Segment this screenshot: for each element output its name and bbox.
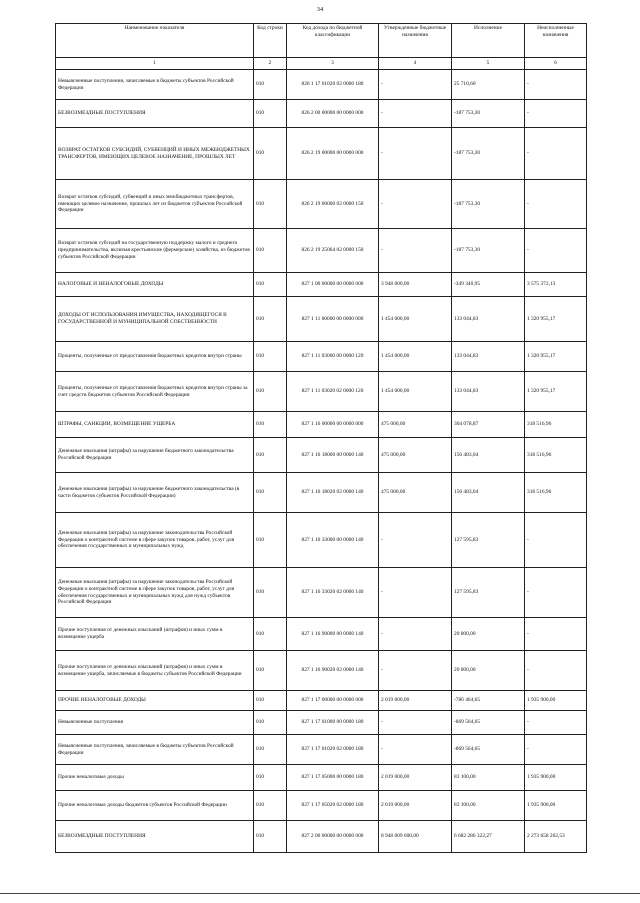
header-classification-code: Код дохода по бюджетной классификации (287, 24, 379, 58)
table-row (56, 70, 587, 100)
indicator-name: ПРОЧИЕ НЕНАЛОГОВЫЕ ДОХОДЫ (56, 691, 254, 711)
indicator-name: Прочие поступления от денежных взысканий (штрафов) и иных сумм в возмещение ущерба, зачисляемые в бюджеты субъектов Российской Федерации (56, 651, 254, 691)
table-row (56, 438, 587, 473)
row-code: 010 (254, 821, 287, 853)
table-row (56, 821, 587, 853)
row-code: 010 (254, 180, 287, 229)
unexecuted-value: 3 575 372,13 (525, 273, 587, 297)
executed-value: 133 044,83 (452, 372, 525, 412)
classification-code: 827 1 16 18000 00 0000 140 (287, 438, 379, 473)
header-executed: Исполнение (452, 24, 525, 58)
approved-value: 1 454 000,00 (379, 372, 452, 412)
executed-value: -869 564,65 (452, 711, 525, 735)
classification-code: 827 1 11 00000 00 0000 000 (287, 297, 379, 342)
row-code: 010 (254, 342, 287, 372)
approved-value: 3 948 000,00 (379, 273, 452, 297)
unexecuted-value: - (525, 128, 587, 180)
classification-code: 827 1 00 00000 00 0000 000 (287, 273, 379, 297)
row-code: 010 (254, 568, 287, 618)
executed-value: 83 100,00 (452, 791, 525, 821)
classification-code: 827 1 11 03000 00 0000 120 (287, 342, 379, 372)
header-row (56, 24, 587, 58)
classification-code: 827 1 16 33020 02 0000 140 (287, 568, 379, 618)
classification-code: 826 2 00 00000 00 0000 000 (287, 100, 379, 128)
classification-code: 827 1 17 01020 02 0000 180 (287, 735, 379, 765)
table-row (56, 791, 587, 821)
unexecuted-value: 318 516,96 (525, 473, 587, 513)
unexecuted-value: 318 516,96 (525, 412, 587, 438)
classification-code: 827 1 17 05000 00 0000 180 (287, 765, 379, 791)
approved-value: 8 948 009 600,00 (379, 821, 452, 853)
classification-code: 827 1 17 05020 02 0000 180 (287, 791, 379, 821)
row-code: 010 (254, 128, 287, 180)
row-code: 010 (254, 412, 287, 438)
row-code: 010 (254, 70, 287, 100)
approved-value: - (379, 70, 452, 100)
approved-value: 475 000,00 (379, 412, 452, 438)
row-code: 010 (254, 297, 287, 342)
executed-value: -187 753,30 (452, 128, 525, 180)
indicator-name: Денежные взыскания (штрафы) за нарушение законодательства Российской Федерации о контрактной системе в сфере закупок товаров, работ, услуг для обеспечения государственных и муниципальных нужд для нужд субъектов Российской Федерации (56, 568, 254, 618)
executed-value: 133 044,83 (452, 297, 525, 342)
indicator-name: ШТРАФЫ, САНКЦИИ, ВОЗМЕЩЕНИЕ УЩЕРБА (56, 412, 254, 438)
classification-code: 827 1 17 00000 00 0000 000 (287, 691, 379, 711)
row-code: 010 (254, 229, 287, 273)
table-row (56, 651, 587, 691)
classification-code: 827 1 16 90000 00 0000 140 (287, 618, 379, 651)
table-row (56, 765, 587, 791)
row-code: 010 (254, 691, 287, 711)
column-number: 6 (525, 58, 587, 70)
table-row (56, 128, 587, 180)
indicator-name: Невыясненные поступления (56, 711, 254, 735)
executed-value: 304 078,87 (452, 412, 525, 438)
approved-value: 1 454 000,00 (379, 297, 452, 342)
executed-value: -869 564,65 (452, 735, 525, 765)
row-code: 010 (254, 791, 287, 821)
row-code: 010 (254, 651, 287, 691)
executed-value: 83 100,00 (452, 765, 525, 791)
classification-code: 826 2 19 00000 00 0000 000 (287, 128, 379, 180)
executed-value: 20 000,00 (452, 618, 525, 651)
executed-value: -187 753,30 (452, 100, 525, 128)
executed-value: -187 753,30 (452, 229, 525, 273)
header-unexecuted: Неисполненные назначения (525, 24, 587, 58)
indicator-name: Невыясненные поступления, зачисляемые в бюджеты субъектов Российской Федерации (56, 735, 254, 765)
executed-value: 156 483,04 (452, 473, 525, 513)
row-code: 010 (254, 372, 287, 412)
approved-value: - (379, 618, 452, 651)
table-row (56, 372, 587, 412)
header-row-code: Код строки (254, 24, 287, 58)
header-approved: Утвержденные бюджетные назначения (379, 24, 452, 58)
unexecuted-value: 318 516,96 (525, 438, 587, 473)
classification-code: 826 2 19 25064 02 0000 150 (287, 229, 379, 273)
executed-value: 133 044,83 (452, 342, 525, 372)
row-code: 010 (254, 100, 287, 128)
unexecuted-value: 1 320 955,17 (525, 297, 587, 342)
approved-value: 1 454 000,00 (379, 342, 452, 372)
classification-code: 827 1 16 33000 00 0000 140 (287, 513, 379, 568)
row-code: 010 (254, 618, 287, 651)
unexecuted-value: - (525, 229, 587, 273)
table-row (56, 100, 587, 128)
approved-value: - (379, 180, 452, 229)
table-row (56, 273, 587, 297)
indicator-name: БЕЗВОЗМЕЗДНЫЕ ПОСТУПЛЕНИЯ (56, 100, 254, 128)
executed-value: 127 595,83 (452, 568, 525, 618)
table-row (56, 691, 587, 711)
income-report-table (55, 23, 587, 853)
unexecuted-value: - (525, 618, 587, 651)
executed-value: 25 710,60 (452, 70, 525, 100)
approved-value: - (379, 735, 452, 765)
executed-value: 156 483,04 (452, 438, 525, 473)
unexecuted-value: - (525, 513, 587, 568)
header-indicator-name: Наименование показателя (56, 24, 254, 58)
column-number: 4 (379, 58, 452, 70)
indicator-name: Проценты, полученные от предоставления бюджетных кредитов внутри страны за счет средств бюджетов субъектов Российской Федерации (56, 372, 254, 412)
table-row (56, 618, 587, 651)
column-number: 2 (254, 58, 287, 70)
executed-value: -187 753,30 (452, 180, 525, 229)
unexecuted-value: 1 320 955,17 (525, 372, 587, 412)
table-row (56, 473, 587, 513)
unexecuted-value: - (525, 100, 587, 128)
approved-value: - (379, 711, 452, 735)
executed-value: 20 000,00 (452, 651, 525, 691)
row-code: 010 (254, 735, 287, 765)
table-row (56, 180, 587, 229)
row-code: 010 (254, 765, 287, 791)
indicator-name: ДОХОДЫ ОТ ИСПОЛЬЗОВАНИЯ ИМУЩЕСТВА, НАХОДЯЩЕГОСЯ В ГОСУДАРСТВЕННОЙ И МУНИЦИПАЛЬНОЙ СОБСТВЕННОСТИ (56, 297, 254, 342)
unexecuted-value: - (525, 735, 587, 765)
indicator-name: Прочие неналоговые доходы (56, 765, 254, 791)
table-row (56, 513, 587, 568)
executed-value: 6 682 286 322,27 (452, 821, 525, 853)
approved-value: - (379, 513, 452, 568)
table-row (56, 229, 587, 273)
indicator-name: Невыясненные поступления, зачисляемые в бюджеты субъектов Российской Федерации (56, 70, 254, 100)
indicator-name: Возврат остатков субсидий, субвенций и иных межбюджетных трансфертов, имеющих целевое назначение, прошлых лет из бюджетов субъектов Российской Федерации (56, 180, 254, 229)
approved-value: - (379, 568, 452, 618)
approved-value: - (379, 100, 452, 128)
row-code: 010 (254, 513, 287, 568)
unexecuted-value: - (525, 180, 587, 229)
classification-code: 827 1 17 01000 00 0000 180 (287, 711, 379, 735)
unexecuted-value: 1 320 955,17 (525, 342, 587, 372)
indicator-name: Прочие поступления от денежных взысканий (штрафов) и иных сумм в возмещение ущерба (56, 618, 254, 651)
approved-value: 2 019 000,00 (379, 765, 452, 791)
table-row (56, 568, 587, 618)
indicator-name: Возврат остатков субсидий на государственную поддержку малого и среднего предпринимательства, включая крестьянские (фермерские) хозяйства, из бюджетов субъектов Российской Федерации (56, 229, 254, 273)
row-code: 010 (254, 273, 287, 297)
unexecuted-value: 1 935 900,00 (525, 791, 587, 821)
indicator-name: Денежные взыскания (штрафы) за нарушение бюджетного законодательства Российской Федерации (56, 438, 254, 473)
column-number-row (56, 58, 587, 70)
unexecuted-value: - (525, 568, 587, 618)
column-number: 5 (452, 58, 525, 70)
table-row (56, 735, 587, 765)
row-code: 010 (254, 711, 287, 735)
unexecuted-value: - (525, 651, 587, 691)
classification-code: 827 1 16 18020 02 0000 140 (287, 473, 379, 513)
table-row (56, 711, 587, 735)
indicator-name: Денежные взыскания (штрафы) за нарушение бюджетного законодательства (в части бюджетов субъектов Российской Федерации) (56, 473, 254, 513)
indicator-name: ВОЗВРАТ ОСТАТКОВ СУБСИДИЙ, СУБВЕНЦИЙ И ИНЫХ МЕЖБЮДЖЕТНЫХ ТРАНСФЕРТОВ, ИМЕЮЩИХ ЦЕЛЕВОЕ НАЗНАЧЕНИЕ, ПРОШЛЫХ ЛЕТ (56, 128, 254, 180)
classification-code: 827 1 16 00000 00 0000 000 (287, 412, 379, 438)
approved-value: - (379, 128, 452, 180)
column-number: 3 (287, 58, 379, 70)
unexecuted-value: 1 935 900,00 (525, 691, 587, 711)
column-number: 1 (56, 58, 254, 70)
page-bottom-divider (0, 893, 640, 894)
table-row (56, 297, 587, 342)
approved-value: 475 000,00 (379, 473, 452, 513)
classification-code: 827 2 00 00000 00 0000 000 (287, 821, 379, 853)
executed-value: 127 595,83 (452, 513, 525, 568)
executed-value: -349 340,95 (452, 273, 525, 297)
table-row (56, 342, 587, 372)
approved-value: 2 019 000,00 (379, 691, 452, 711)
classification-code: 826 1 17 01020 02 0000 180 (287, 70, 379, 100)
approved-value: - (379, 229, 452, 273)
approved-value: - (379, 651, 452, 691)
indicator-name: Проценты, полученные от предоставления бюджетных кредитов внутри страны (56, 342, 254, 372)
row-code: 010 (254, 473, 287, 513)
indicator-name: Прочие неналоговые доходы бюджетов субъектов Российской Федерации (56, 791, 254, 821)
classification-code: 826 2 19 00000 02 0000 150 (287, 180, 379, 229)
classification-code: 827 1 16 90020 02 0000 140 (287, 651, 379, 691)
indicator-name: НАЛОГОВЫЕ И НЕНАЛОГОВЫЕ ДОХОДЫ (56, 273, 254, 297)
unexecuted-value: 2 273 658 202,53 (525, 821, 587, 853)
unexecuted-value: - (525, 711, 587, 735)
unexecuted-value: 1 935 900,00 (525, 765, 587, 791)
unexecuted-value: - (525, 70, 587, 100)
approved-value: 2 019 000,00 (379, 791, 452, 821)
indicator-name: Денежные взыскания (штрафы) за нарушение законодательства Российской Федерации о контрактной системе в сфере закупок товаров, работ, услуг для обеспечения государственных и муниципальных нужд (56, 513, 254, 568)
classification-code: 827 1 11 03020 02 0000 120 (287, 372, 379, 412)
indicator-name: БЕЗВОЗМЕЗДНЫЕ ПОСТУПЛЕНИЯ (56, 821, 254, 853)
executed-value: -786 464,65 (452, 691, 525, 711)
table-row (56, 412, 587, 438)
approved-value: 475 000,00 (379, 438, 452, 473)
row-code: 010 (254, 438, 287, 473)
page-number: 34 (316, 6, 324, 13)
